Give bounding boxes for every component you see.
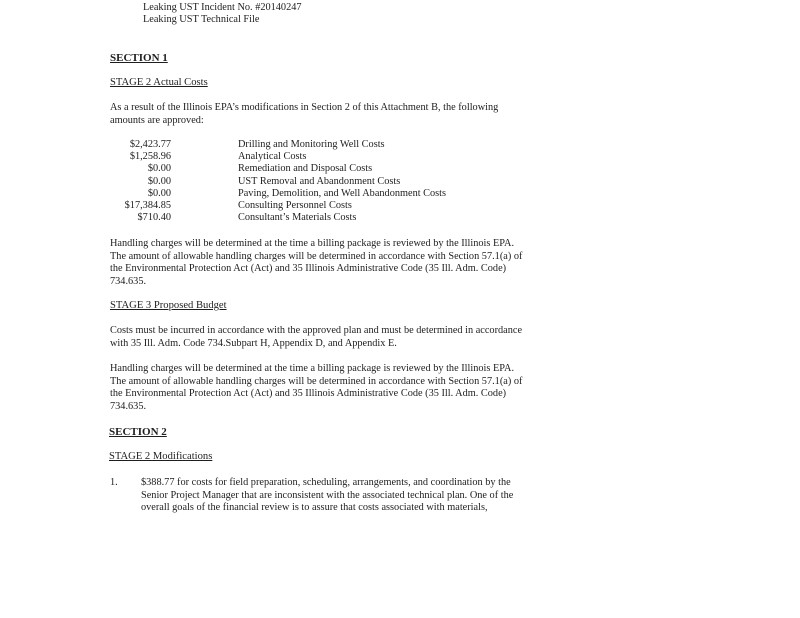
cost-description: Paving, Demolition, and Well Abandonment Costs (238, 188, 447, 199)
modification-item-number: 1. (110, 477, 118, 488)
cost-row (100, 139, 520, 151)
cost-amount: $0.00 (147, 163, 171, 174)
cost-amount: $710.40 (137, 212, 171, 223)
stage2-intro-paragraph: As a result of the Illinois EPA’s modifications in Section 2 of this Attachment B, the following amounts are approved: (110, 102, 499, 126)
cost-row (100, 176, 520, 188)
stage3-handling-paragraph: Handling charges will be determined at the time a billing package is reviewed by the Illinois EPA. The amount of allowable handling charges will be determined in accordance with Section 57.1(a) of the Environmental Protection Act (Act) and 35 Illinois Administrative Code (35 Ill. Adm. Code) 734.635. (110, 363, 523, 412)
cost-amount: $2,423.77 (129, 139, 171, 150)
cost-description: Remediation and Disposal Costs (238, 163, 373, 174)
cost-amount: $0.00 (147, 188, 171, 199)
incident-number-line: Leaking UST Incident No. #20140247 (143, 2, 302, 13)
cost-row (100, 163, 520, 175)
cost-amount: $17,384.85 (124, 200, 171, 211)
stage2-handling-paragraph: Handling charges will be determined at the time a billing package is reviewed by the Illinois EPA. The amount of allowable handling charges will be determined in accordance with Section 57.1(a) of the Environmental Protection Act (Act) and 35 Illinois Administrative Code (35 Ill. Adm. Code) 734.635. (110, 238, 523, 287)
technical-file-line: Leaking UST Technical File (143, 14, 260, 25)
section2-heading: SECTION 2 (109, 426, 167, 438)
cost-amount: $0.00 (147, 176, 171, 187)
stage3-costs-paragraph: Costs must be incurred in accordance with the approved plan and must be determined in accordance with 35 Ill. Adm. Code 734.Subpart H, Appendix D, and Appendix E. (110, 325, 523, 349)
cost-row (100, 200, 520, 212)
cost-row (100, 188, 520, 200)
cost-row (100, 212, 520, 224)
modification-item-text: $388.77 for costs for field preparation, scheduling, arrangements, and coordination by the Senior Project Manager that are inconsistent with the associated technical plan. One of the overall goals of the financial review is to assure that costs associated with materials, (141, 477, 514, 514)
cost-description: Consultant’s Materials Costs (238, 212, 357, 223)
cost-description: Analytical Costs (238, 151, 307, 162)
cost-description: Consulting Personnel Costs (238, 200, 352, 211)
stage3-proposed-budget-title: STAGE 3 Proposed Budget (110, 300, 227, 311)
stage2-actual-costs-title: STAGE 2 Actual Costs (110, 77, 208, 88)
cost-row (100, 151, 520, 163)
cost-amount: $1,258.96 (129, 151, 171, 162)
section1-heading: SECTION 1 (110, 52, 168, 64)
cost-description: UST Removal and Abandonment Costs (238, 176, 401, 187)
stage2-modifications-title: STAGE 2 Modifications (109, 451, 213, 462)
cost-description: Drilling and Monitoring Well Costs (238, 139, 385, 150)
